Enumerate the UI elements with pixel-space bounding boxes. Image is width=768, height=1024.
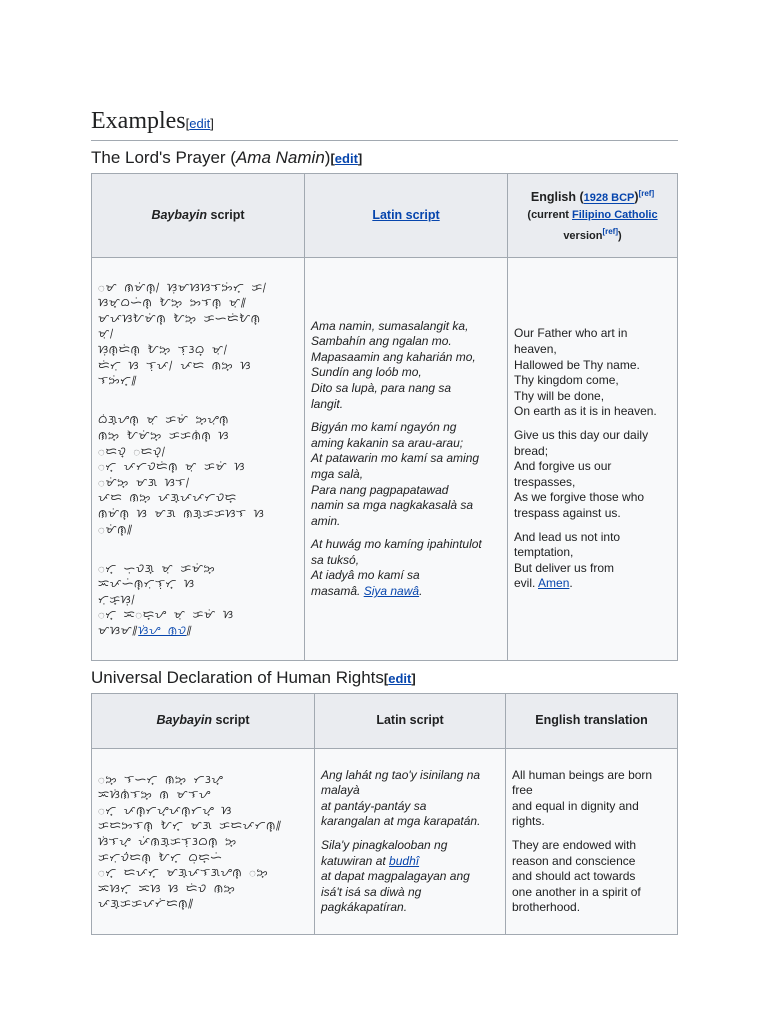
english-note-prefix: (current [527, 209, 573, 222]
budhi-link[interactable]: budhî [389, 853, 420, 868]
english-header: English (1928 BCP)[ref] (current Filipino Catholic version[ref]) [508, 174, 678, 258]
lords-prayer-header-row [92, 174, 678, 258]
english-stanza-2: Give us this day our daily bread; And forgive us our trespasses, As we forgive those who trespass against us. [514, 427, 649, 520]
lords-prayer-title-suffix: ) [324, 148, 331, 167]
baybayin-header-rest: script [207, 207, 245, 222]
reference-icon[interactable]: [ref] [638, 189, 655, 199]
english-stanza-1: Our Father who art in heaven, Hallowed be Thy name. Thy kingdom come, Thy will be done, On earth as it is in heaven. [514, 326, 657, 419]
udhr-header-row [92, 694, 678, 749]
edit-section-wrapper: [edit] [185, 116, 214, 131]
baybayin-end-mark: ᜶ [186, 624, 193, 638]
english-prayer-cell [508, 258, 678, 661]
udhr-baybayin-header [92, 694, 315, 749]
baybayin-stanza-3 [98, 561, 298, 639]
udhr-english-header: English translation [506, 694, 678, 749]
english-header-suffix: ) [634, 190, 639, 205]
latin-prayer-cell [305, 258, 508, 661]
latin-end-mark: . [419, 584, 423, 599]
baybayin-stanza-2: ᜊᜒᜄ᜔ᜌᜈ᜔ ᜋᜓ ᜃᜋᜒ ᜅ᜔ᜌᜓᜈ᜔ ᜈᜅ᜔ ᜀᜋᜒᜅ᜔ ᜃᜃᜈᜒᜈ᜔ ᜐ ᜀᜇᜏ᜔ ᜀᜇᜏ᜔᜵ ᜀᜆ᜔ ᜉᜆᜏᜇᜒᜈ᜔ ᜋᜓ ᜃᜋᜒ ᜐ ᜀᜋᜒᜅ᜔ ᜋᜄ ᜐᜎ᜵ ᜉᜇ ᜈᜅ᜔ ᜉᜄ᜔ᜉᜉᜆᜏᜇ᜔ ᜈᜋᜒᜈ᜔ ᜐ ᜋᜄ ᜈᜄ᜔ᜃᜃᜐᜎ ᜐ ᜀᜋᜒᜈ᜔᜶ [98, 413, 265, 536]
edit-lords-prayer-link[interactable]: edit [334, 151, 358, 166]
article-content [91, 106, 678, 935]
udhr-baybayin-header-italic: Baybayin [156, 713, 213, 728]
edit-lords-prayer-wrapper: [edit] [330, 151, 363, 166]
latin-stanza-3-text: At huwág mo kamíng ipahintulot sa tuksó, At iadyâ mo kamí sa masamâ. [311, 537, 482, 599]
udhr-english-para-2: They are endowed with reason and conscience and should act towards one another in a spirit of brotherhood. [512, 837, 641, 915]
latin-stanza-1: Ama namin, sumasalangit ka, Sambahín ang ngalan mo. Mapasaamin ang kaharián mo, Sundín ang loób mo, Dito sa lupà, para nang sa langit. [311, 318, 476, 411]
latin-script-header [305, 174, 508, 258]
english-end-mark: . [569, 576, 573, 591]
baybayin-stanza-1: ᜀᜋ ᜈᜋᜒᜈ᜔᜵ ᜐᜓᜋᜐᜐᜎᜅᜒᜆ᜔ ᜃ᜵ ᜐᜋ᜔ᜊᜑᜒᜈ᜔ ᜀᜅ᜔ ᜅᜎᜈ᜔ ᜋᜓ᜶ ᜋᜉᜐᜀᜋᜒᜈ᜔ ᜀᜅ᜔ ᜃᜑᜇᜒᜀᜈ᜔ ᜋᜓ᜵ ᜐᜓᜈ᜔ᜇᜒᜈ᜔ ᜀᜅ᜔ ᜎᜓᜂᜊ᜔ ᜋᜓ᜵ ᜇᜒᜆᜓ ᜐ ᜎᜓᜉ᜵ ᜉᜇ ᜈᜅ᜔ ᜐ ᜎᜅᜒᜆ᜔᜶ [98, 280, 267, 388]
reference-icon[interactable]: [ref] [602, 226, 619, 236]
udhr-baybayin-cell: ᜀᜅ᜔ ᜎᜑᜆ᜔ ᜈᜅ᜔ ᜆᜂᜌ᜔ ᜁᜐᜒᜈᜒᜎᜅ᜔ ᜈ ᜋᜎᜌ ᜀᜆ᜔ ᜉᜈ᜔ᜆᜌ᜔ᜉᜈ᜔ᜆᜌ᜔ ᜐ ᜃᜇᜅᜎᜈ᜔ ᜀᜆ᜔ ᜋᜄ ᜃᜇᜉᜆᜈ᜔᜶ ᜐᜒᜎᜌ᜔ ᜉᜒᜈᜄ᜔ᜃᜎᜓᜂᜊᜈ᜔ ᜅ᜔ ᜃᜆᜓᜏᜒᜇᜈ᜔ ᜀᜆ᜔ ᜊᜓᜇ᜔ᜑᜒ ᜀᜆ᜔ ᜇᜉᜆ᜔ ᜋᜄ᜔ᜉᜎᜄᜌᜈ᜔ ᜀᜅ᜔ ᜁᜐᜆ᜔ ᜁᜐ ᜐ ᜇᜒᜏ ᜈᜅ᜔ ᜉᜄ᜔ᜃᜃᜉᜆᜒᜇᜈ᜔᜶ [92, 749, 315, 935]
english-header-prefix: English ( [530, 190, 584, 205]
latin-stanza-2: Bigyán mo kamí ngayón ng aming kakanin sa arau-arau; At patawarin mo kamí sa aming mga salà, Para nang pagpapatawad namin sa mga nagkakasalà sa amin. [311, 420, 480, 528]
edit-udhr-wrapper: [edit] [383, 671, 416, 687]
udhr-body-row [92, 749, 678, 935]
edit-examples-link[interactable]: edit [189, 116, 211, 131]
bcp-1928-link[interactable]: 1928 BCP [583, 192, 635, 205]
udhr-latin-para-2-b: at dapat magpalagayan ang isá't isá sa diwà ng pagkákapatíran. [321, 869, 470, 915]
baybayin-prayer-cell [92, 258, 305, 661]
udhr-english-cell [506, 749, 678, 935]
english-stanza-3-text: And lead us not into temptation, But deliver us from evil. [514, 529, 621, 591]
baybayin-header-italic: Baybayin [151, 207, 208, 222]
udhr-heading [91, 666, 678, 691]
examples-heading [91, 106, 678, 141]
latin-stanza-3 [311, 537, 501, 599]
english-stanza-3 [514, 530, 671, 592]
lords-prayer-table [91, 173, 678, 661]
udhr-latin-para-2-a: Sila'y pinagkalooban ng katuwiran at [321, 837, 448, 868]
lords-prayer-title-italic: Ama Namin [235, 148, 325, 167]
udhr-latin-cell [315, 749, 506, 935]
edit-udhr-link[interactable]: edit [388, 671, 412, 687]
udhr-latin-para-2 [321, 838, 499, 916]
lords-prayer-title-prefix: The Lord's Prayer ( [91, 148, 236, 167]
udhr-latin-header: Latin script [315, 694, 506, 749]
latin-script-link[interactable]: Latin script [372, 207, 440, 222]
baybayin-siya-nawa-link[interactable]: ᜐᜒᜌ ᜈᜏ [138, 624, 187, 638]
udhr-title: Universal Declaration of Human Rights [91, 668, 384, 688]
udhr-latin-para-1: Ang lahát ng tao'y isinilang na malayà at pantáy-pantáy sa karangalan at mga karapatán. [321, 767, 481, 829]
filipino-catholic-link[interactable]: Filipino Catholic [572, 209, 658, 222]
siya-nawa-link[interactable]: Siya nawâ [363, 584, 420, 599]
lords-prayer-heading [91, 146, 678, 171]
baybayin-stanza-3-text: ᜀᜆ᜔ ᜑᜓᜏᜄ᜔ ᜋᜓ ᜃᜋᜒᜅ᜔ ᜁᜉᜑᜒᜈ᜔ᜆᜓᜎᜓᜆ᜔ ᜐ ᜆᜓᜃ᜔ᜐᜓ᜵ ᜀᜆ᜔ ᜁᜀᜇ᜔ᜌ ᜋᜓ ᜃᜋᜒ ᜐ ᜋᜐᜋ᜶ [98, 561, 234, 638]
udhr-english-para-1: All human beings are born free and equal in dignity and rights. [512, 767, 653, 829]
english-note-suffix: version [563, 229, 603, 242]
examples-title: Examples [91, 108, 186, 134]
udhr-baybayin-header-rest: script [212, 713, 250, 728]
lords-prayer-body-row [92, 258, 678, 661]
baybayin-script-header [92, 174, 305, 258]
udhr-table [91, 693, 678, 935]
amen-link[interactable]: Amen [538, 576, 570, 591]
